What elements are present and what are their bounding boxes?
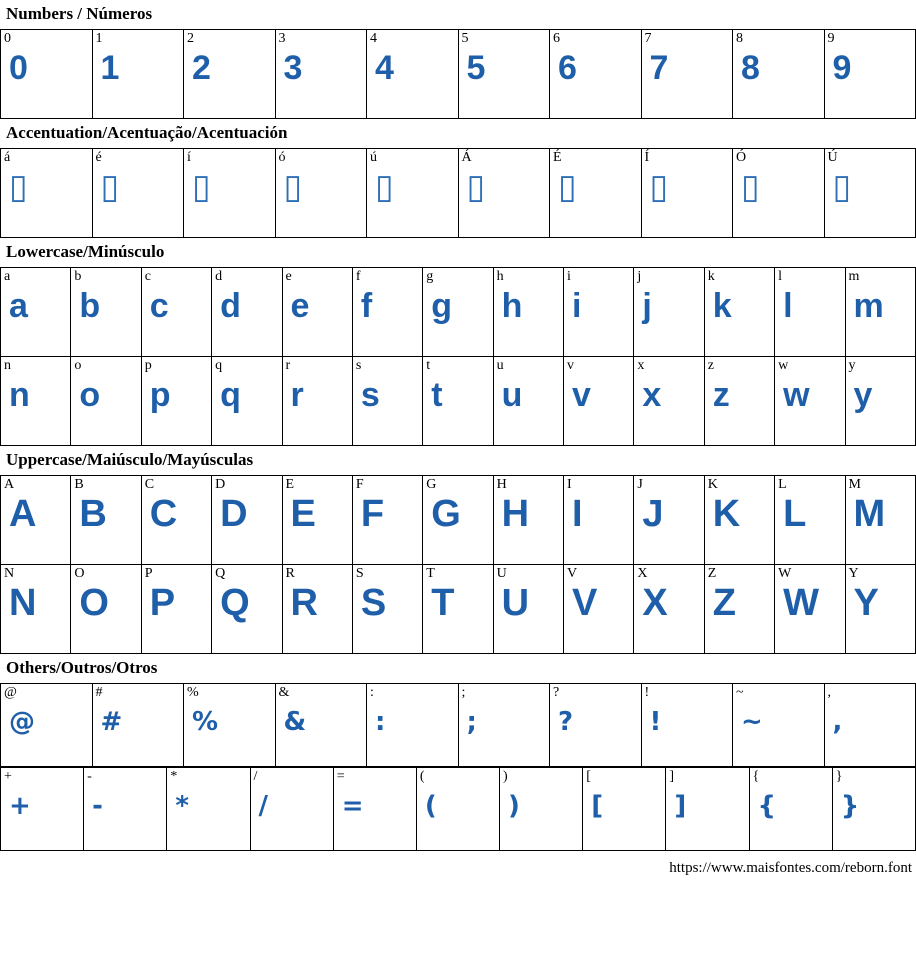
- glyph-cell-i: [564, 268, 634, 357]
- glyph-label: í: [187, 150, 191, 165]
- glyph-label: M: [848, 477, 861, 492]
- glyph-label: t: [426, 358, 431, 373]
- glyph-label: P: [144, 566, 153, 581]
- table-row: [1, 768, 916, 851]
- glyph-label: É: [553, 150, 562, 165]
- glyph-sample: W: [783, 583, 819, 623]
- glyph-sample: T: [431, 583, 455, 623]
- glyph-table-others-row2: [0, 767, 916, 851]
- glyph-sample: Z: [712, 583, 736, 623]
- glyph-sample: j: [642, 287, 652, 325]
- section-title-accentuation: Accentuation/Acentuação/Acentuación: [6, 123, 288, 142]
- glyph-cell-bracket-open: [583, 768, 666, 851]
- glyph-label: L: [778, 477, 787, 492]
- glyph-label: 1: [95, 31, 103, 46]
- glyph-label: Z: [707, 566, 717, 581]
- glyph-label: &: [278, 685, 290, 700]
- glyph-label: 0: [4, 31, 11, 46]
- glyph-sample: 1: [100, 49, 120, 87]
- glyph-sample: %: [192, 707, 219, 737]
- glyph-label: 3: [278, 31, 286, 46]
- glyph-cell-U: [493, 565, 563, 654]
- glyph-table-uppercase: [0, 475, 916, 654]
- glyph-cell-tilde: [733, 684, 825, 767]
- glyph-label: u: [496, 358, 504, 373]
- glyph-sample: a: [9, 287, 28, 325]
- glyph-sample: Y: [853, 583, 879, 623]
- glyph-sample: [: [591, 791, 604, 821]
- table-row: [1, 357, 916, 446]
- glyph-sample: D: [220, 494, 248, 534]
- glyph-sample: q: [220, 376, 241, 414]
- glyph-cell-oacute: [275, 149, 367, 238]
- glyph-cell-0: [1, 30, 93, 119]
- glyph-sample: ;: [466, 707, 477, 737]
- glyph-sample: c: [149, 287, 169, 325]
- glyph-label: f: [355, 269, 361, 284]
- glyph-cell-2: [184, 30, 276, 119]
- glyph-sample: v: [572, 376, 591, 414]
- glyph-cell-h: [493, 268, 563, 357]
- glyph-label: D: [215, 477, 226, 492]
- glyph-sample: @: [9, 707, 35, 737]
- glyph-label: -: [87, 769, 92, 784]
- glyph-label: 7: [644, 31, 652, 46]
- glyph-sample: 5: [466, 49, 486, 87]
- glyph-sample: s: [360, 376, 380, 414]
- glyph-cell-p: [141, 357, 211, 446]
- glyph-cell-at: [1, 684, 93, 767]
- glyph-cell-percent: [184, 684, 276, 767]
- glyph-sample: A: [9, 494, 37, 534]
- glyph-label: U: [496, 566, 507, 581]
- glyph-cell-bracket-close: [666, 768, 749, 851]
- glyph-cell-paren-close: [500, 768, 583, 851]
- glyph-label: Y: [848, 566, 859, 581]
- glyph-label: 9: [827, 31, 835, 46]
- glyph-table-accentuation: [0, 148, 916, 238]
- glyph-sample: u: [501, 376, 523, 414]
- glyph-label: e: [285, 269, 292, 284]
- glyph-sample: w: [783, 376, 810, 414]
- glyph-sample: ]: [674, 791, 687, 821]
- glyph-label: O: [74, 566, 85, 581]
- glyph-sample-missing: ▯: [832, 167, 852, 207]
- glyph-cell-u: [493, 357, 563, 446]
- glyph-cell-Uacute: [824, 149, 916, 238]
- glyph-sample: z: [712, 376, 730, 414]
- glyph-label: n: [4, 358, 11, 373]
- glyph-cell-C: [141, 476, 211, 565]
- glyph-label: y: [848, 358, 856, 373]
- glyph-sample: 4: [375, 49, 394, 87]
- glyph-cell-hash: [92, 684, 184, 767]
- glyph-label: #: [95, 685, 103, 700]
- glyph-sample: n: [9, 376, 30, 414]
- glyph-cell-equals: [333, 768, 416, 851]
- glyph-cell-ampersand: [275, 684, 367, 767]
- glyph-label: /: [253, 769, 258, 784]
- glyph-sample: V: [572, 583, 598, 623]
- glyph-cell-v: [564, 357, 634, 446]
- glyph-cell-w: [775, 357, 845, 446]
- glyph-cell-Iacute: [641, 149, 733, 238]
- glyph-cell-8: [733, 30, 825, 119]
- table-row: [1, 565, 916, 654]
- glyph-sample: k: [712, 287, 732, 325]
- glyph-sample: m: [853, 287, 884, 325]
- glyph-cell-4: [367, 30, 459, 119]
- glyph-cell-O: [71, 565, 141, 654]
- glyph-sample: L: [783, 494, 807, 534]
- glyph-sample-missing: ▯: [9, 167, 28, 207]
- glyph-label: ~: [736, 685, 744, 700]
- glyph-label: ;: [461, 685, 466, 700]
- glyph-sample: o: [79, 376, 101, 414]
- glyph-label: K: [707, 477, 718, 492]
- glyph-sample-missing: ▯: [192, 167, 211, 207]
- glyph-sample: P: [149, 583, 176, 623]
- glyph-sample: !: [649, 707, 662, 737]
- glyph-label: l: [778, 269, 783, 284]
- glyph-label: }: [835, 769, 843, 784]
- glyph-cell-M: [845, 476, 916, 565]
- glyph-sample: 6: [558, 49, 577, 87]
- section-title-numbers: Numbers / Números: [6, 4, 153, 23]
- glyph-cell-s: [352, 357, 422, 446]
- glyph-cell-brace-close: [832, 768, 915, 851]
- glyph-label: a: [4, 269, 11, 284]
- glyph-cell-K: [704, 476, 774, 565]
- glyph-cell-aacute: [1, 149, 93, 238]
- glyph-label: =: [336, 769, 345, 784]
- glyph-label: 4: [370, 31, 377, 46]
- glyph-label: x: [637, 358, 645, 373]
- glyph-label: {: [752, 769, 760, 784]
- glyph-sample: H: [501, 494, 530, 534]
- glyph-cell-exclamation: [641, 684, 733, 767]
- glyph-sample: /: [258, 791, 269, 821]
- glyph-cell-Z: [704, 565, 774, 654]
- glyph-sample: b: [79, 287, 101, 325]
- glyph-cell-E: [282, 476, 352, 565]
- glyph-sample: &: [283, 707, 307, 737]
- glyph-cell-r: [282, 357, 352, 446]
- glyph-label: s: [355, 358, 362, 373]
- table-row: [1, 476, 916, 565]
- glyph-cell-1: [92, 30, 184, 119]
- glyph-cell-I: [564, 476, 634, 565]
- glyph-label: b: [74, 269, 82, 284]
- glyph-sample: U: [501, 583, 530, 623]
- glyph-sample: N: [9, 583, 37, 623]
- glyph-label: [: [586, 769, 591, 784]
- glyph-label: i: [567, 269, 571, 284]
- glyph-label: k: [707, 269, 715, 284]
- glyph-label: d: [215, 269, 223, 284]
- glyph-sample: *: [175, 791, 189, 821]
- glyph-label: Ú: [827, 150, 838, 165]
- glyph-cell-a: [1, 268, 71, 357]
- glyph-sample: X: [642, 583, 668, 623]
- glyph-label: :: [370, 685, 374, 700]
- glyph-cell-H: [493, 476, 563, 565]
- glyph-sample: +: [9, 791, 31, 821]
- glyph-sample: C: [149, 494, 178, 534]
- glyph-cell-colon: [367, 684, 459, 767]
- glyph-cell-Q: [212, 565, 282, 654]
- glyph-sample-missing: ▯: [100, 167, 120, 207]
- glyph-label: T: [426, 566, 435, 581]
- glyph-label: é: [95, 150, 102, 165]
- glyph-sample: -: [92, 791, 103, 821]
- glyph-label: z: [707, 358, 714, 373]
- glyph-sample: I: [572, 494, 583, 534]
- glyph-cell-V: [564, 565, 634, 654]
- glyph-cell-G: [423, 476, 493, 565]
- glyph-sample: 8: [741, 49, 760, 87]
- glyph-cell-B: [71, 476, 141, 565]
- glyph-label: J: [637, 477, 643, 492]
- glyph-sample: f: [360, 287, 373, 325]
- glyph-label: B: [74, 477, 84, 492]
- glyph-sample: d: [220, 287, 241, 325]
- glyph-cell-question: [550, 684, 642, 767]
- glyph-cell-minus: [84, 768, 167, 851]
- glyph-cell-c: [141, 268, 211, 357]
- glyph-cell-N: [1, 565, 71, 654]
- glyph-cell-paren-open: [416, 768, 499, 851]
- glyph-sample: y: [853, 376, 873, 414]
- glyph-sample: e: [290, 287, 310, 325]
- glyph-cell-eacute: [92, 149, 184, 238]
- glyph-label: Q: [215, 566, 226, 581]
- glyph-sample: O: [79, 583, 109, 623]
- glyph-label: 8: [736, 31, 743, 46]
- glyph-cell-P: [141, 565, 211, 654]
- glyph-sample: G: [431, 494, 461, 534]
- glyph-sample: l: [783, 287, 793, 325]
- glyph-label: ): [503, 769, 508, 784]
- glyph-sample-missing: ▯: [283, 167, 303, 207]
- glyph-label: h: [496, 269, 504, 284]
- glyph-cell-n: [1, 357, 71, 446]
- glyph-cell-d: [212, 268, 282, 357]
- glyph-cell-W: [775, 565, 845, 654]
- glyph-sample: 7: [649, 49, 669, 87]
- glyph-cell-slash: [250, 768, 333, 851]
- glyph-sample: K: [712, 494, 741, 534]
- section-title-lowercase: Lowercase/Minúsculo: [6, 242, 165, 261]
- glyph-cell-t: [423, 357, 493, 446]
- glyph-cell-R: [282, 565, 352, 654]
- glyph-label: ?: [553, 685, 560, 700]
- glyph-sample: E: [290, 494, 316, 534]
- glyph-label: p: [144, 358, 152, 373]
- glyph-sample-missing: ▯: [466, 167, 486, 207]
- glyph-sample-missing: ▯: [741, 167, 760, 207]
- glyph-sample: 2: [192, 49, 211, 87]
- glyph-sample: r: [290, 376, 304, 414]
- glyph-table-lowercase: [0, 267, 916, 446]
- glyph-sample: ~: [741, 707, 763, 737]
- glyph-sample: {: [757, 791, 777, 821]
- glyph-sample: B: [79, 494, 107, 534]
- glyph-cell-S: [352, 565, 422, 654]
- glyph-cell-comma: [824, 684, 916, 767]
- glyph-cell-X: [634, 565, 704, 654]
- glyph-cell-j: [634, 268, 704, 357]
- glyph-label: ú: [370, 150, 377, 165]
- glyph-table-numbers: [0, 29, 916, 119]
- section-title-others: Others/Outros/Otros: [6, 658, 158, 677]
- glyph-cell-o: [71, 357, 141, 446]
- glyph-cell-plus: [1, 768, 84, 851]
- glyph-label: @: [4, 685, 17, 700]
- glyph-sample: 3: [283, 49, 303, 87]
- glyph-sample: ,: [832, 707, 843, 737]
- glyph-cell-f: [352, 268, 422, 357]
- section-title-uppercase: Uppercase/Maiúsculo/Mayúsculas: [6, 450, 254, 469]
- glyph-cell-brace-open: [749, 768, 832, 851]
- glyph-cell-g: [423, 268, 493, 357]
- glyph-label: R: [285, 566, 295, 581]
- glyph-label: g: [426, 269, 434, 284]
- glyph-label: H: [496, 477, 507, 492]
- glyph-label: X: [637, 566, 648, 581]
- glyph-cell-7: [641, 30, 733, 119]
- glyph-cell-m: [845, 268, 916, 357]
- glyph-cell-iacute: [184, 149, 276, 238]
- glyph-label: Ó: [736, 150, 747, 165]
- glyph-cell-3: [275, 30, 367, 119]
- glyph-label: ]: [669, 769, 675, 784]
- table-row: [1, 684, 916, 767]
- glyph-cell-q: [212, 357, 282, 446]
- glyph-label: 2: [187, 31, 194, 46]
- glyph-cell-Eacute: [550, 149, 642, 238]
- glyph-sample: p: [149, 376, 171, 414]
- glyph-sample: :: [375, 707, 386, 737]
- glyph-cell-l: [775, 268, 845, 357]
- glyph-label: c: [144, 269, 151, 284]
- glyph-label: r: [285, 358, 291, 373]
- glyph-label: q: [215, 358, 223, 373]
- table-row: [1, 149, 916, 238]
- glyph-sample: i: [572, 287, 582, 325]
- glyph-sample: }: [840, 791, 860, 821]
- glyph-sample: 9: [832, 49, 852, 87]
- glyph-cell-uacute: [367, 149, 459, 238]
- glyph-label: Í: [644, 150, 650, 165]
- glyph-cell-y: [845, 357, 916, 446]
- glyph-cell-z: [704, 357, 774, 446]
- glyph-sample: t: [431, 376, 443, 414]
- glyph-label: %: [187, 685, 199, 700]
- glyph-cell-x: [634, 357, 704, 446]
- glyph-sample: M: [853, 494, 886, 534]
- glyph-cell-k: [704, 268, 774, 357]
- glyph-cell-D: [212, 476, 282, 565]
- glyph-cell-b: [71, 268, 141, 357]
- glyph-label: +: [4, 769, 12, 784]
- glyph-sample-missing: ▯: [649, 167, 669, 207]
- glyph-cell-Y: [845, 565, 916, 654]
- glyph-sample: ): [508, 791, 520, 821]
- glyph-label: w: [778, 358, 789, 373]
- glyph-label: A: [4, 477, 15, 492]
- source-url[interactable]: https://www.maisfontes.com/reborn.font: [669, 860, 912, 876]
- glyph-cell-Oacute: [733, 149, 825, 238]
- glyph-sample: h: [501, 287, 523, 325]
- glyph-cell-e: [282, 268, 352, 357]
- glyph-cell-6: [550, 30, 642, 119]
- glyph-label: v: [567, 358, 574, 373]
- glyph-sample: x: [642, 376, 662, 414]
- glyph-label: á: [4, 150, 11, 165]
- glyph-cell-L: [775, 476, 845, 565]
- glyph-sample: S: [360, 583, 387, 623]
- glyph-label: !: [644, 685, 650, 700]
- glyph-label: W: [778, 566, 792, 581]
- glyph-label: E: [285, 477, 295, 492]
- glyph-cell-A: [1, 476, 71, 565]
- table-row: [1, 30, 916, 119]
- glyph-cell-Aacute: [458, 149, 550, 238]
- glyph-label: F: [355, 477, 364, 492]
- glyph-label: I: [567, 477, 572, 492]
- glyph-sample: g: [431, 287, 453, 325]
- glyph-cell-J: [634, 476, 704, 565]
- glyph-sample: ?: [558, 707, 574, 737]
- glyph-label: C: [144, 477, 155, 492]
- glyph-label: Á: [461, 150, 472, 165]
- glyph-label: m: [848, 269, 860, 284]
- glyph-cell-F: [352, 476, 422, 565]
- glyph-cell-9: [824, 30, 916, 119]
- glyph-sample: (: [424, 791, 437, 821]
- glyph-label: ,: [827, 685, 831, 700]
- glyph-label: S: [355, 566, 364, 581]
- table-row: [1, 268, 916, 357]
- glyph-sample: =: [341, 791, 364, 821]
- glyph-label: 6: [553, 31, 560, 46]
- glyph-label: (: [419, 769, 425, 784]
- glyph-label: j: [637, 269, 642, 284]
- glyph-sample: J: [642, 494, 664, 534]
- glyph-table-others: [0, 683, 916, 767]
- glyph-label: *: [170, 769, 178, 784]
- glyph-cell-T: [423, 565, 493, 654]
- glyph-cell-5: [458, 30, 550, 119]
- glyph-label: N: [4, 566, 15, 581]
- glyph-label: ó: [278, 150, 286, 165]
- glyph-cell-asterisk: [167, 768, 250, 851]
- glyph-sample-missing: ▯: [558, 167, 577, 207]
- glyph-sample: F: [360, 494, 385, 534]
- glyph-sample: 0: [9, 49, 28, 87]
- glyph-label: V: [567, 566, 578, 581]
- glyph-sample: R: [290, 583, 318, 623]
- glyph-sample-missing: ▯: [375, 167, 394, 207]
- glyph-sample: #: [100, 707, 123, 737]
- glyph-cell-semicolon: [458, 684, 550, 767]
- glyph-label: 5: [461, 31, 469, 46]
- glyph-label: G: [426, 477, 437, 492]
- glyph-label: o: [74, 358, 82, 373]
- glyph-sample: Q: [220, 583, 250, 623]
